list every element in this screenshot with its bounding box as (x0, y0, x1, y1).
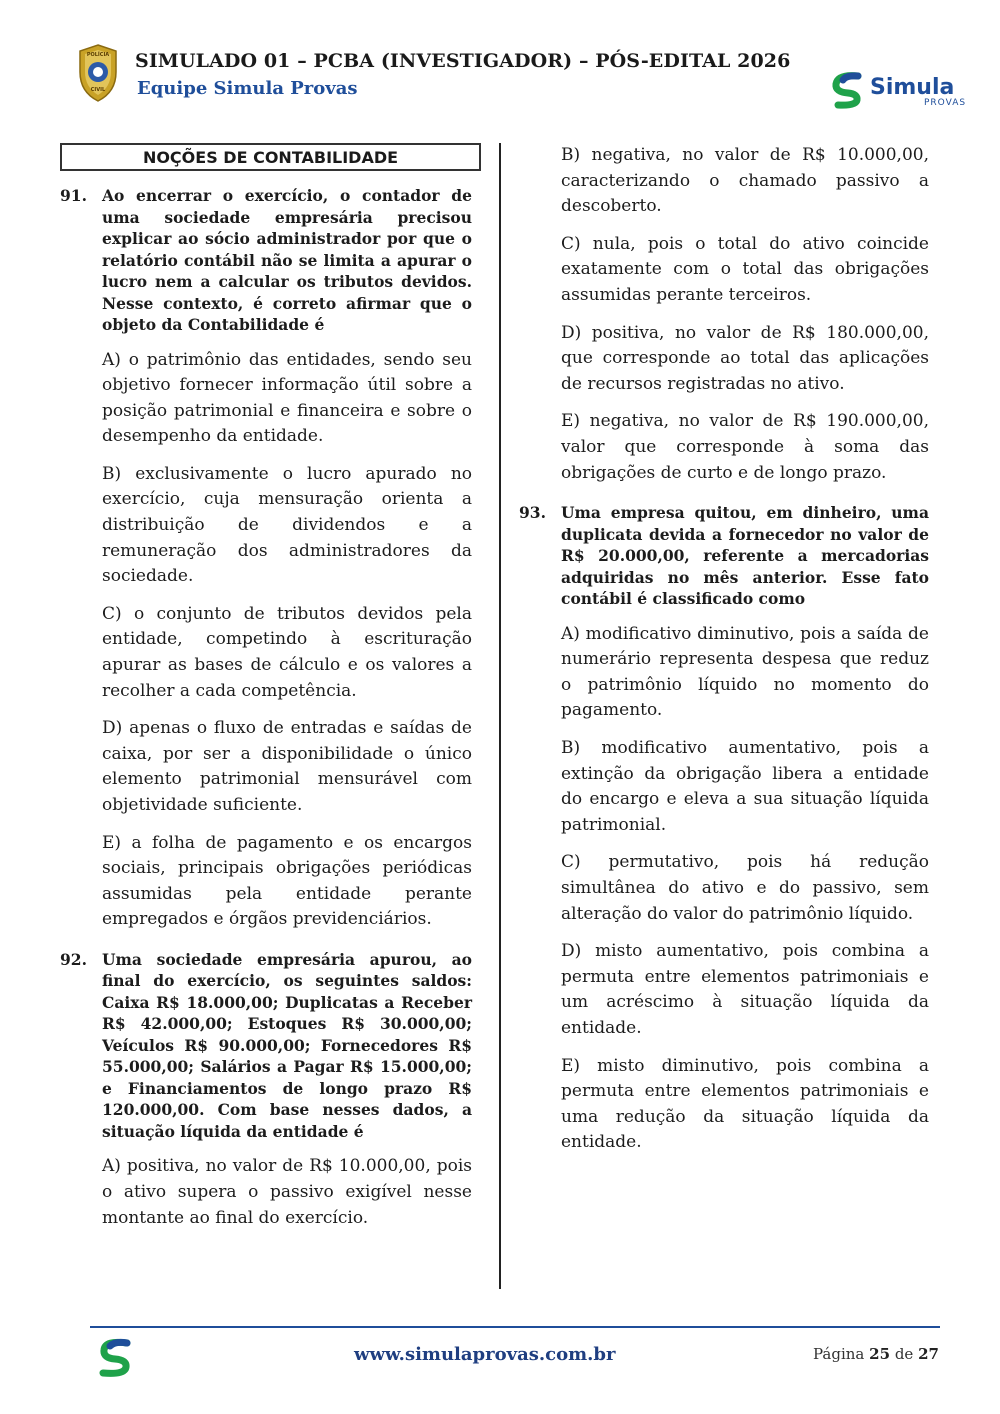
simula-s-icon (97, 1337, 133, 1379)
option-e: E) negativa, no valor de R$ 190.000,00, valor que corresponde à soma das obrigações de curto e de longo prazo. (561, 411, 929, 483)
badge-top-text: POLÍCIA (86, 52, 110, 58)
option-b: B) modificativo aumentativo, pois a extinção da obrigação libera a entidade do encargo e eleva a sua situação líquida patrimonial. (561, 738, 929, 835)
option-a: A) positiva, no valor de R$ 10.000,00, pois o ativo supera o passivo exigível nesse montante ao final do exercício. (102, 1156, 472, 1228)
left-column (60, 143, 472, 1231)
question-stem: Ao encerrar o exercício, o contador de uma sociedade empresária precisou explicar ao sócio administrador por que o relatório contábil não se limita a apurar o lucro nem a calcular os tributos devidos. Nesse contexto, é correto afirmar que o objeto da Contabilidade é (102, 186, 472, 334)
option-d: D) positiva, no valor de R$ 180.000,00, que corresponde ao total das aplicações de recursos registradas no ativo. (561, 322, 929, 394)
page-total: 27 (918, 1345, 939, 1363)
question-91 (60, 185, 472, 336)
question-number: 92. (60, 949, 87, 969)
option-b: B) exclusivamente o lucro apurado no exercício, cuja mensuração orienta a distribuição de dividendos e a remuneração dos administradores da sociedade. (102, 463, 472, 587)
section-title: NOÇÕES DE CONTABILIDADE (60, 143, 481, 171)
logo-tag: PROVAS (924, 98, 967, 108)
question-93 (519, 502, 929, 610)
question-stem: Uma empresa quitou, em dinheiro, uma duplicata devida a fornecedor no valor de R$ 20.000,00, referente a mercadorias adquiridas no mês anterior. Esse fato contábil é classificado como (561, 503, 929, 609)
page-label: Página (813, 1345, 865, 1363)
option-c: C) o conjunto de tributos devidos pela entidade, competindo à escrituração apurar as bases de cálculo e os valores a recolher a cada competência. (102, 603, 472, 701)
footer-website-link[interactable]: www.simulaprovas.com.br (354, 1344, 616, 1365)
logo-name: Simula (870, 75, 955, 100)
police-badge-icon (76, 44, 120, 102)
footer-rule (90, 1326, 940, 1328)
page-current: 25 (869, 1345, 891, 1363)
simula-provas-logo (828, 70, 967, 112)
option-b: B) negativa, no valor de R$ 10.000,00, caracterizando o chamado passivo a descoberto. (561, 145, 929, 217)
right-column (519, 143, 929, 1156)
option-a: A) o patrimônio das entidades, sendo seu objetivo fornecer informação útil sobre a posição patrimonial e financeira e sobre o desempenho da entidade. (102, 349, 472, 447)
badge-bottom-text: CIVIL (90, 87, 106, 93)
option-c: C) permutativo, pois há redução simultânea do ativo e do passivo, sem alteração do valor do patrimônio líquido. (561, 852, 929, 924)
document-title: SIMULADO 01 – PCBA (INVESTIGADOR) – PÓS-EDITAL 2026 (135, 50, 791, 72)
option-d: D) misto aumentativo, pois combina a permuta entre elementos patrimoniais e um acréscimo à situação líquida da entidade. (561, 941, 929, 1038)
page-of: de (894, 1345, 914, 1363)
option-e: E) a folha de pagamento e os encargos sociais, principais obrigações periódicas assumidas pela entidade perante empregados e órgãos previdenciários. (102, 832, 472, 930)
option-d: D) apenas o fluxo de entradas e saídas de caixa, por ser a disponibilidade o único elemento patrimonial mensurável com objetividade suficiente. (102, 718, 472, 815)
document-subtitle: Equipe Simula Provas (137, 78, 358, 99)
option-a: A) modificativo diminutivo, pois a saída de numerário representa despesa que reduz o patrimônio líquido no momento do pagamento. (561, 623, 929, 721)
question-stem: Uma sociedade empresária apurou, ao final do exercício, os seguintes saldos: Caixa R$ 18.000,00; Duplicatas a Receber R$ 42.000,00; Estoques R$ 30.000,00; Veículos R$ 90.000,00; Fornecedores R$ 55.000,00; Salários a Pagar R$ 15.000,00; e Financiamentos de longo prazo R$ 120.000,00. Com base nesses dados, a situação líquida da entidade é (102, 949, 472, 1141)
question-92 (60, 949, 472, 1143)
option-c: C) nula, pois o total do ativo coincide exatamente com o total das obrigações assumidas perante terceiros. (561, 233, 929, 305)
page-indicator (813, 1345, 939, 1363)
question-number: 93. (519, 503, 546, 523)
question-number: 91. (60, 186, 87, 205)
option-e: E) misto diminutivo, pois combina a permuta entre elementos patrimoniais e uma redução da situação líquida da entidade. (561, 1055, 929, 1153)
column-divider (499, 143, 501, 1289)
